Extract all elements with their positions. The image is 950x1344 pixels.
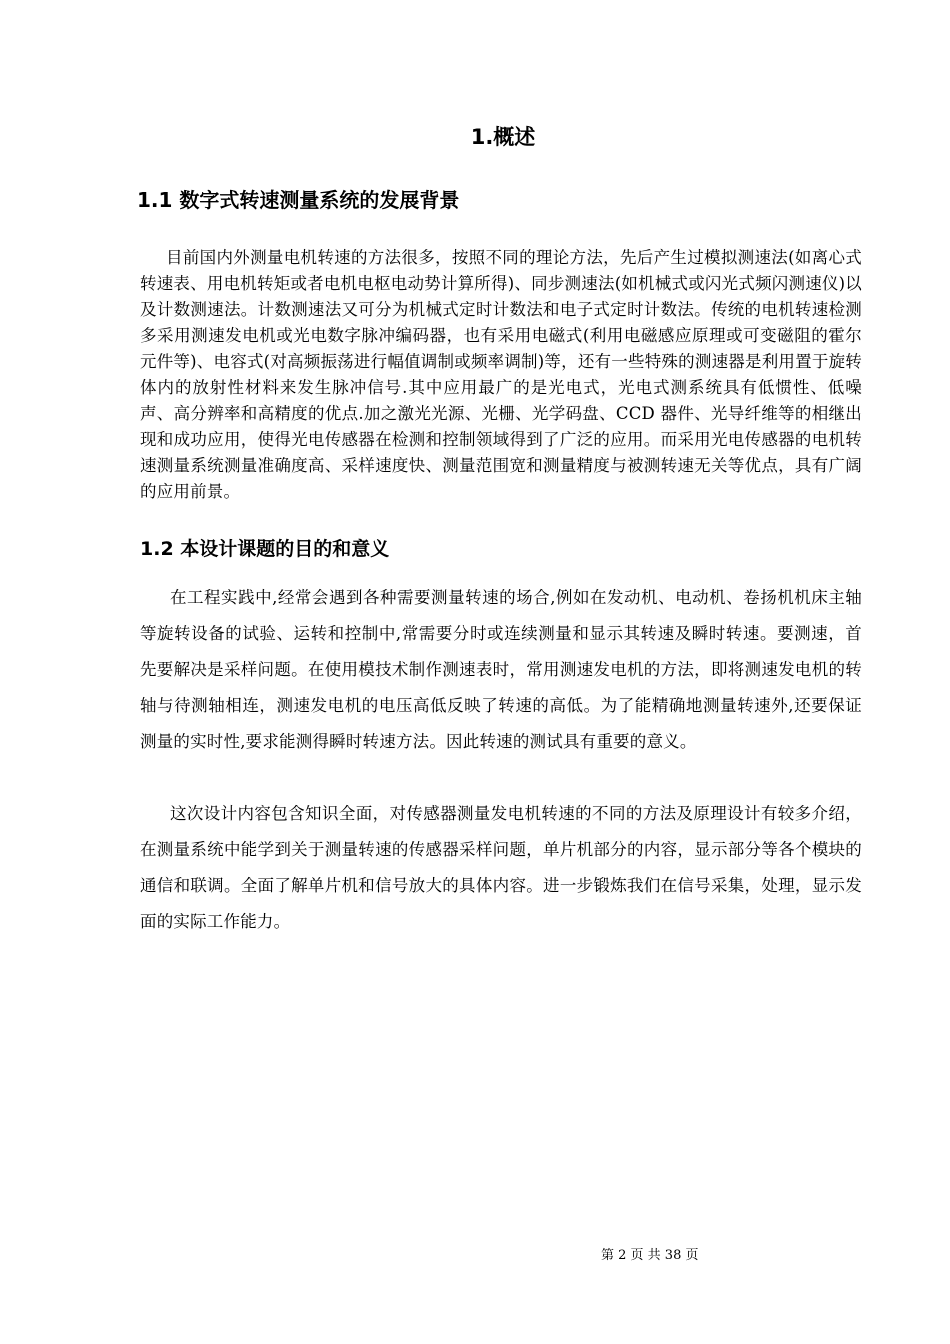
section-heading-1-2: 1.2 本设计课题的目的和意义 bbox=[140, 538, 390, 560]
section-1-1-paragraph: 目前国内外测量电机转速的方法很多，按照不同的理论方法，先后产生过模拟测速法(如离心式转速表、用电机转矩或者电机电枢电动势计算所得)、同步测速法(如机械式或闪光式频闪测速仪)以及计数测速法。计数测速法又可分为机械式定时计数法和电子式定时计数法。传统的电机转速检测多采用测速发电机或光电数字脉冲编码器，也有采用电磁式(利用电磁感应原理或可变磁阻的霍尔元件等)、电容式(对高频振荡进行幅值调制或频率调制)等，还有一些特殊的测速器是利用置于旋转体内的放射性材料来发生脉冲信号.其中应用最广的是光电式，光电式测系统具有低惯性、低噪声、高分辨率和高精度的优点.加之激光光源、光栅、光学码盘、CCD 器件、光导纤维等的相继出现和成功应用，使得光电传感器在检测和控制领域得到了广泛的应用。而采用光电传感器的电机转速测量系统测量准确度高、采样速度快、测量范围宽和测量精度与被测转速无关等优点，具有广阔的应用前景。 bbox=[140, 248, 862, 501]
chapter-title: 1.概述 bbox=[470, 125, 536, 149]
section-1-2-paragraph-1: 在工程实践中,经常会遇到各种需要测量转速的场合,例如在发动机、电动机、卷扬机机床主轴等旋转设备的试验、运转和控制中,常需要分时或连续测量和显示其转速及瞬时转速。要测速，首先要解决是采样问题。在使用模技术制作测速表时，常用测速发电机的方法，即将测速发电机的转轴与待测轴相连，测速发电机的电压高低反映了转速的高低。为了能精确地测量转速外,还要保证测量的实时性,要求能测得瞬时转速方法。因此转速的测试具有重要的意义。 bbox=[140, 588, 862, 751]
page-number-footer: 第 2 页 共 38 页 bbox=[601, 1248, 699, 1263]
section-heading-1-1: 1.1 数字式转速测量系统的发展背景 bbox=[137, 188, 460, 212]
section-1-2-paragraph-2: 这次设计内容包含知识全面，对传感器测量发电机转速的不同的方法及原理设计有较多介绍，在测量系统中能学到关于测量转速的传感器采样问题，单片机部分的内容，显示部分等各个模块的通信和联调。全面了解单片机和信号放大的具体内容。进一步锻炼我们在信号采集，处理，显示发面的实际工作能力。 bbox=[140, 804, 862, 931]
